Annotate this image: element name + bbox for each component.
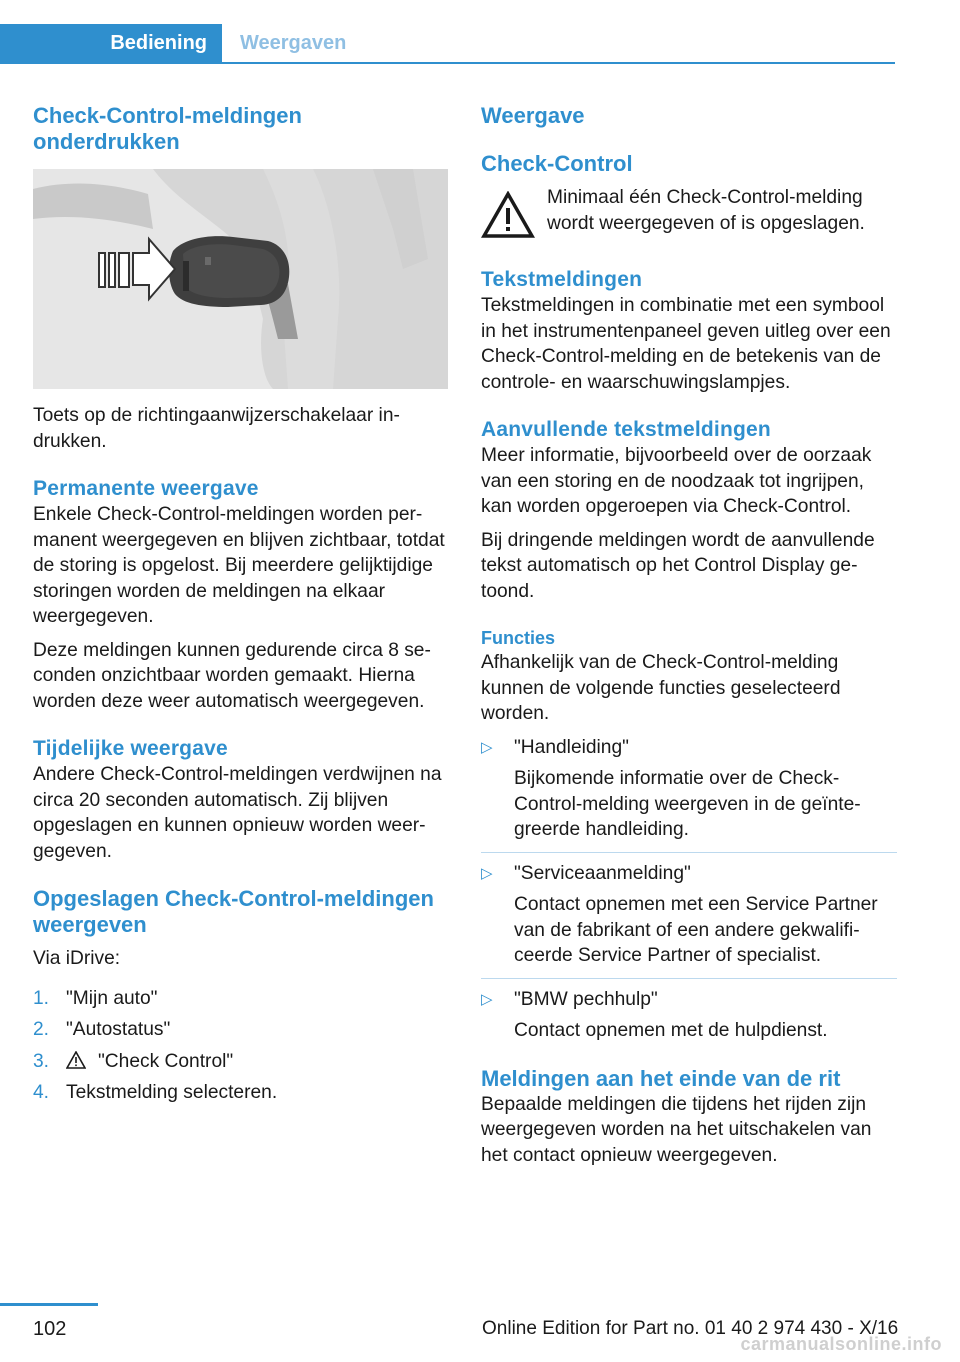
- edition-text: Online Edition for Part no. 01 40 2 974 430 - X/16: [482, 1318, 899, 1339]
- suppress-text: Toets op de richtingaanwijzerschakelaar indrukken.: [33, 405, 400, 452]
- function-options: [481, 735, 897, 1044]
- functions-text: Afhankelijk van de Check-Control-melding kunnen de volgende functies geselecteerd worden.: [481, 652, 841, 724]
- heading-extra-messages: Aanvullende tekstmeldingen: [481, 418, 771, 441]
- option-label: "Handleiding": [514, 736, 629, 758]
- step-number: 1.: [33, 987, 50, 1009]
- list-item: [481, 735, 897, 843]
- step-text: Tekstmelding selecteren.: [66, 1082, 278, 1103]
- heading-permanent: Permanente weergave: [33, 477, 259, 500]
- watermark: carmanualsonline.info: [740, 1334, 942, 1354]
- step-item: [33, 986, 449, 1012]
- check-control-text: Minimaal één Check-Control-melding wordt weergegeven of is opgeslagen.: [547, 187, 865, 234]
- option-label: "Serviceaanmelding": [514, 862, 691, 884]
- divider: [481, 852, 897, 853]
- page-number: 102: [33, 1318, 67, 1340]
- step-text: "Mijn auto": [66, 987, 158, 1009]
- divider: [481, 978, 897, 979]
- heading-end-of-trip: Meldingen aan het einde van de rit: [481, 1065, 841, 1091]
- footer-accent-line: [0, 1303, 98, 1306]
- heading-temporary: Tijdelijke weergave: [33, 737, 228, 760]
- option-desc: Bijkomende informatie over de Check-Control-melding weergeven in de geïntegreerde handleiding.: [514, 768, 861, 840]
- heading-suppress: Check-Control-meldingen onderdrukken: [33, 103, 302, 154]
- option-desc: Contact opnemen met een Service Partner van de fabrikant of een andere gekwalificeerde Service Partner of specialist.: [514, 894, 878, 966]
- tab-bediening[interactable]: [0, 24, 222, 62]
- extra-messages-text-1: Meer informatie, bijvoorbeeld over de oorzaak van een storing en de noodzaak tot ingrijpen, kan worden opgeroepen via Check-Control.: [481, 445, 872, 517]
- left-column: [33, 103, 449, 1112]
- check-control-indicator: [481, 185, 897, 245]
- heading-display: Weergave: [481, 103, 585, 128]
- tab-weergaven-label: Weergaven: [240, 32, 347, 54]
- header-tabs: [0, 24, 895, 64]
- idrive-steps: [33, 986, 449, 1106]
- tab-weergaven[interactable]: [240, 24, 346, 62]
- step-number: 4.: [33, 1082, 50, 1103]
- step-item: [33, 1049, 449, 1075]
- extra-messages-text-2: Bij dringende meldingen wordt de aanvullende tekst automatisch op het Control Display getoond.: [481, 529, 875, 602]
- text-messages-text: Tekstmeldingen in combinatie met een symbool in het instrumentenpaneel geven uitleg over een Check-Control-melding en de betekenis van de controle- en waarschuwingslampjes.: [481, 295, 891, 393]
- list-item: [481, 861, 897, 969]
- heading-functions: Functies: [481, 628, 556, 648]
- step-text: "Check Control": [98, 1050, 234, 1072]
- stalk-figure: [33, 169, 448, 389]
- end-of-trip-text: Bepaalde meldingen die tijdens het rijden zijn weergegeven worden na het uitschakelen van het contact opnieuw weergegeven.: [481, 1093, 872, 1166]
- temporary-text: Andere Check-Control-meldingen verdwijnen na circa 20 seconden automatisch. Zij blijven opgeslagen en kunnen opnieuw worden weergegeven.: [33, 764, 442, 862]
- step-text: "Autostatus": [66, 1019, 171, 1040]
- triangle-bullet-icon: ▷: [481, 990, 493, 1008]
- step-item: [33, 1080, 449, 1106]
- tab-bediening-label: Bediening: [110, 32, 207, 54]
- heading-stored: Opgeslagen Check-Control-meldingen weergeven: [33, 886, 434, 937]
- turn-signal-stalk-illustration: [33, 169, 448, 389]
- heading-text-messages: Tekstmeldingen: [481, 268, 643, 291]
- option-label: "BMW pechhulp": [514, 988, 658, 1010]
- via-idrive-text: Via iDrive:: [33, 948, 121, 969]
- permanent-text-1: Enkele Check-Control-meldingen worden permanent weergegeven en blijven zichtbaar, totdat de storing is opgelost. Bij meerdere gelijktijdige storingen worden de meldingen na elkaar weergegeven.: [33, 504, 445, 627]
- option-desc: Contact opnemen met de hulpdienst.: [514, 1020, 828, 1041]
- triangle-bullet-icon: ▷: [481, 738, 493, 756]
- list-item: [481, 987, 897, 1044]
- step-item: [33, 1017, 449, 1043]
- step-number: 2.: [33, 1019, 50, 1040]
- triangle-bullet-icon: ▷: [481, 864, 493, 882]
- heading-check-control: Check-Control: [481, 151, 633, 176]
- warning-triangle-icon: [481, 191, 535, 239]
- right-column: [481, 103, 897, 1168]
- permanent-text-2: Deze meldingen kunnen gedurende circa 8 seconden onzichtbaar worden gemaakt. Hierna worden deze weer automatisch weergegeven.: [33, 639, 431, 712]
- step-number: 3.: [33, 1050, 50, 1072]
- warning-triangle-icon: [66, 1051, 86, 1069]
